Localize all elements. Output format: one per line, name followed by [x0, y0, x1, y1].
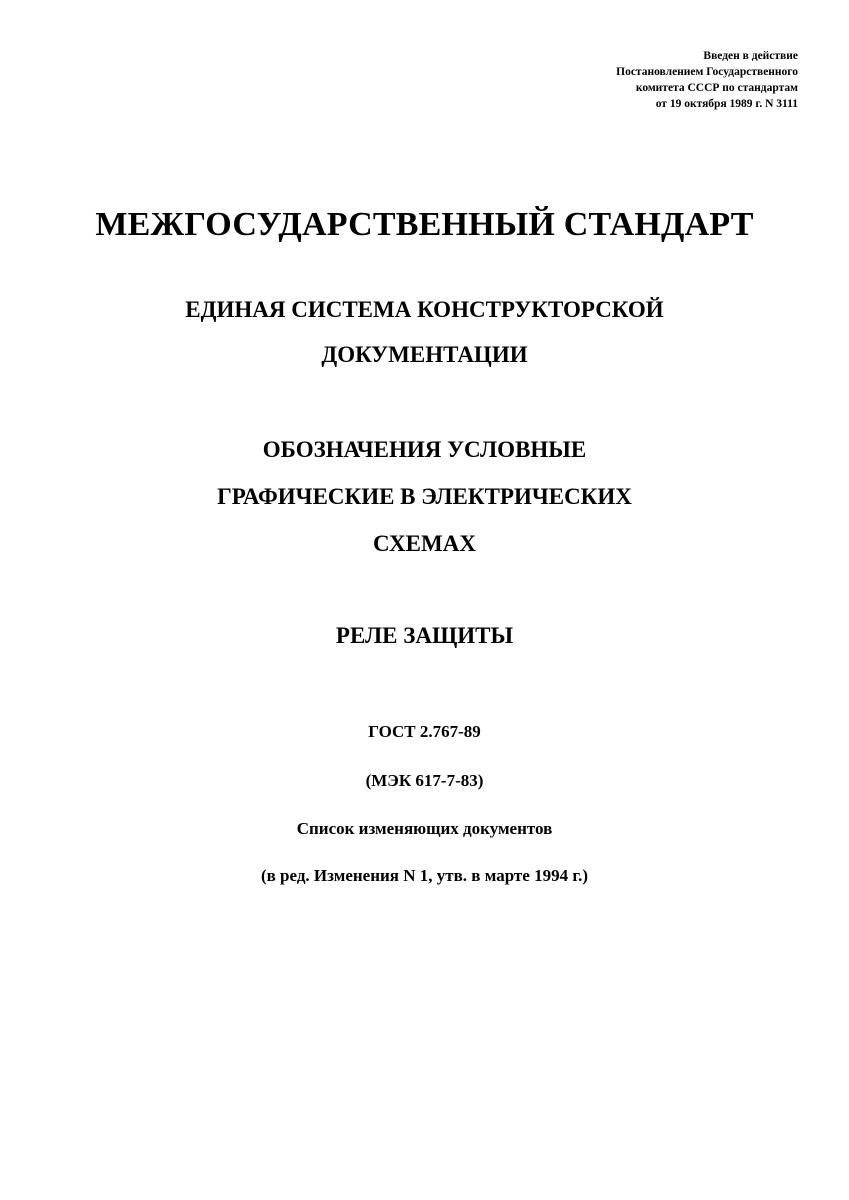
edition-note: (в ред. Изменения N 1, утв. в марте 1994 г.)	[260, 866, 589, 885]
system-heading-line: ЕДИНАЯ СИСТЕМА КОНСТРУКТОРСКОЙ	[185, 297, 664, 322]
enactment-line: Введен в действие	[703, 50, 798, 62]
standard-type-heading: МЕЖГОСУДАРСТВЕННЫЙ СТАНДАРТ	[95, 206, 754, 243]
system-heading-line: ДОКУМЕНТАЦИИ	[321, 342, 528, 367]
document-title-line: ГРАФИЧЕСКИЕ В ЭЛЕКТРИЧЕСКИХ	[217, 484, 632, 509]
enactment-line: Постановлением Государственного	[616, 66, 798, 78]
document-title-line: ОБОЗНАЧЕНИЯ УСЛОВНЫЕ	[262, 437, 587, 462]
document-title-line: СХЕМАХ	[373, 531, 476, 556]
gost-number: ГОСТ 2.767-89	[368, 722, 481, 741]
iec-number: (МЭК 617-7-83)	[365, 771, 484, 790]
changes-heading: Список изменяющих документов	[296, 819, 553, 838]
document-subtitle: РЕЛЕ ЗАЩИТЫ	[335, 623, 514, 648]
enactment-line: комитета СССР по стандартам	[635, 82, 798, 94]
enactment-line: от 19 октября 1989 г. N 3111	[655, 98, 798, 110]
enactment-note	[616, 48, 798, 112]
